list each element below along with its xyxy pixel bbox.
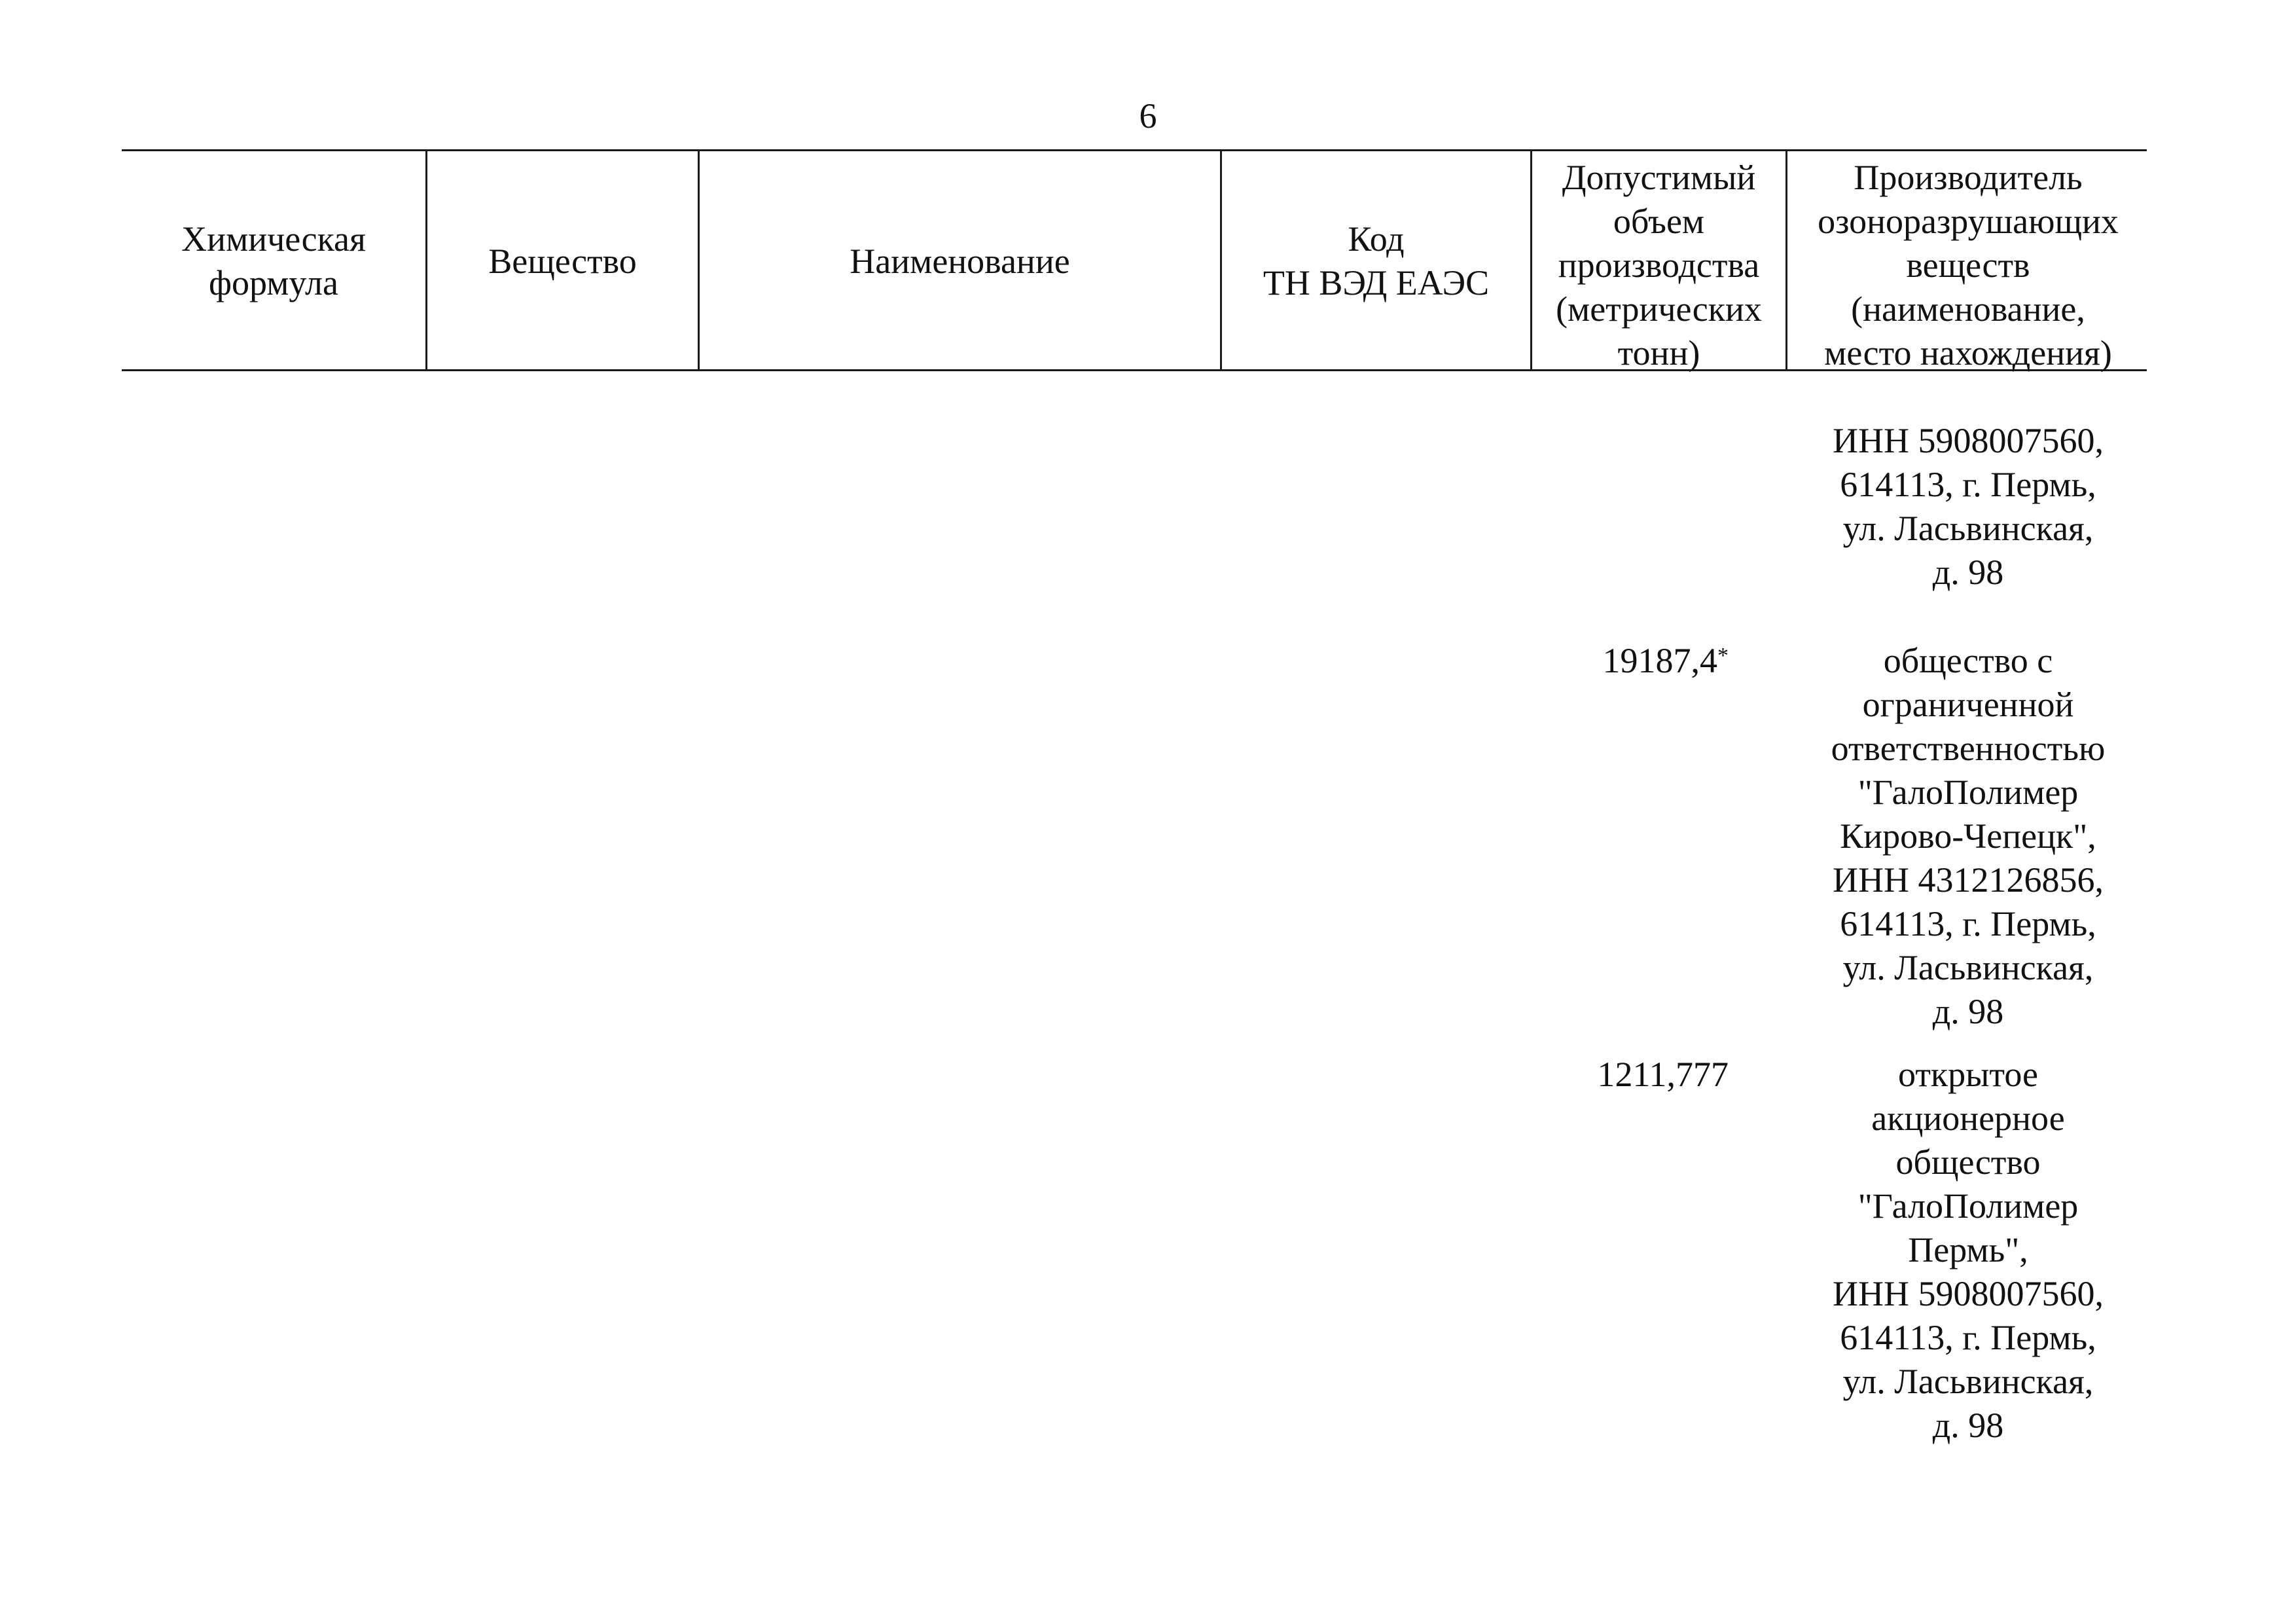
producer-cell: открытое акционерное общество "ГалоПолимер Пермь", ИНН 5908007560, 614113, г. Пермь, ул. Ласьвинская, д. 98 <box>1833 1055 2104 1445</box>
volume-value: 1211,777 <box>1597 1055 1729 1094</box>
header-chemical-formula: Химическая формула <box>181 219 366 302</box>
header-tn-ved-code: Код ТН ВЭД ЕАЭС <box>1263 219 1490 302</box>
header-producer: Производитель озоноразрушающих веществ (наименование, место нахождения) <box>1818 158 2119 373</box>
header-name: Наименование <box>850 242 1070 281</box>
header-allowed-volume: Допустимый объем производства (метрических тонн) <box>1556 158 1762 373</box>
volume-cell <box>1532 1053 1729 1097</box>
volume-cell <box>1532 639 1729 683</box>
producer-cell: ИНН 5908007560, 614113, г. Пермь, ул. Ласьвинская, д. 98 <box>1833 421 2104 592</box>
page-number: 6 <box>1139 96 1157 136</box>
footnote-marker: * <box>1717 644 1729 668</box>
volume-value: 19187,4 <box>1602 641 1717 680</box>
producer-cell: общество с ограниченной ответственностью "ГалоПолимер Кирово-Чепецк", ИНН 4312126856, 614113, г. Пермь, ул. Ласьвинская, д. 98 <box>1831 641 2106 1031</box>
header-substance: Вещество <box>488 242 637 281</box>
